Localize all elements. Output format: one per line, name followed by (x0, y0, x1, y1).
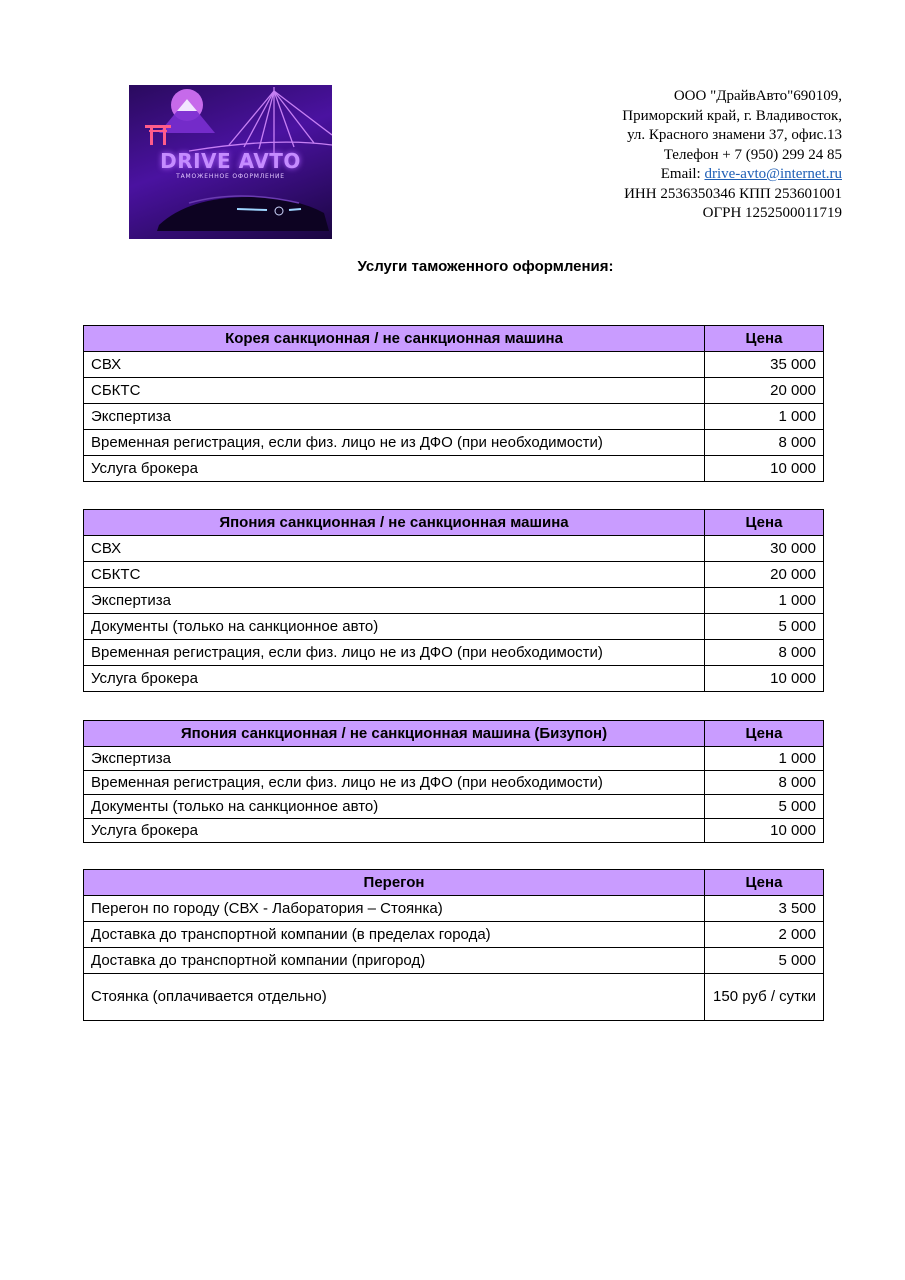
table-row (84, 378, 824, 404)
price-table-japan-bizupon (83, 720, 824, 843)
company-logo (129, 85, 332, 239)
company-name: ООО "ДрайвАвто"690109, (673, 88, 842, 104)
service-price: 10 000 (705, 666, 824, 692)
service-name: СВХ (84, 536, 705, 562)
logo-subtitle: ТАМОЖЕННОЕ ОФОРМЛЕНИЕ (176, 173, 285, 180)
table-header-price: Цена (705, 721, 824, 747)
table-row (84, 614, 824, 640)
company-email-line (522, 165, 842, 185)
service-name: Перегон по городу (СВХ - Лаборатория – Стоянка) (84, 896, 705, 922)
service-name: Временная регистрация, если физ. лицо не из ДФО (при необходимости) (84, 640, 705, 666)
service-name: Стоянка (оплачивается отдельно) (84, 974, 705, 1021)
service-name: Услуга брокера (84, 819, 705, 843)
table-header-title: Япония санкционная / не санкционная машина (Бизупон) (84, 721, 705, 747)
service-price: 20 000 (705, 562, 824, 588)
service-price: 30 000 (705, 536, 824, 562)
table-header-title: Перегон (84, 870, 705, 896)
table-row (84, 948, 824, 974)
service-name: Документы (только на санкционное авто) (84, 614, 705, 640)
service-price: 3 500 (705, 896, 824, 922)
service-price: 1 000 (705, 588, 824, 614)
company-region: Приморский край, г. Владивосток, (622, 107, 842, 124)
service-name: СВХ (84, 352, 705, 378)
service-name: Услуга брокера (84, 666, 705, 692)
table-row (84, 588, 824, 614)
service-name: СБКТС (84, 378, 705, 404)
table-header-row (84, 326, 824, 352)
company-ogrn: ОГРН 1252500011719 (702, 205, 842, 221)
service-price: 20 000 (705, 378, 824, 404)
service-name: Экспертиза (84, 588, 705, 614)
email-link[interactable]: drive-avto@internet.ru (704, 166, 842, 182)
service-price: 1 000 (705, 404, 824, 430)
company-details (522, 87, 842, 224)
table-header-title: Корея санкционная / не санкционная машина (84, 326, 705, 352)
table-header-row (84, 721, 824, 747)
table-row (84, 456, 824, 482)
service-name: Экспертиза (84, 747, 705, 771)
table-row (84, 795, 824, 819)
table-header-price: Цена (705, 326, 824, 352)
service-price: 1 000 (705, 747, 824, 771)
service-price: 8 000 (705, 640, 824, 666)
service-name: Временная регистрация, если физ. лицо не из ДФО (при необходимости) (84, 771, 705, 795)
service-name: СБКТС (84, 562, 705, 588)
company-phone: Телефон + 7 (950) 299 24 85 (663, 146, 842, 163)
table-header-title: Япония санкционная / не санкционная машина (84, 510, 705, 536)
service-price: 2 000 (705, 922, 824, 948)
table-header-price: Цена (705, 870, 824, 896)
service-price: 5 000 (705, 795, 824, 819)
logo-title: DRIVE AVTO (160, 149, 301, 173)
email-label: Email: (660, 166, 705, 182)
service-name: Временная регистрация, если физ. лицо не из ДФО (при необходимости) (84, 430, 705, 456)
price-table-japan (83, 509, 824, 692)
service-name: Услуга брокера (84, 456, 705, 482)
service-price: 8 000 (705, 430, 824, 456)
table-header-row (84, 510, 824, 536)
table-row (84, 536, 824, 562)
table-row (84, 771, 824, 795)
table-row (84, 922, 824, 948)
service-price: 10 000 (705, 819, 824, 843)
table-row (84, 352, 824, 378)
table-row (84, 974, 824, 1021)
company-inn-kpp: ИНН 2536350346 КПП 253601001 (624, 185, 842, 202)
service-price: 5 000 (705, 614, 824, 640)
company-address: ул. Красного знамени 37, офис.13 (627, 127, 842, 143)
document-title: Услуги таможенного оформления: (357, 258, 614, 275)
table-header-row (84, 870, 824, 896)
table-row (84, 404, 824, 430)
service-price: 8 000 (705, 771, 824, 795)
table-header-price: Цена (705, 510, 824, 536)
table-row (84, 562, 824, 588)
table-row (84, 640, 824, 666)
table-row (84, 666, 824, 692)
price-table-transfer (83, 869, 824, 1021)
service-price: 5 000 (705, 948, 824, 974)
table-row (84, 747, 824, 771)
service-name: Доставка до транспортной компании (пригород) (84, 948, 705, 974)
service-price: 10 000 (705, 456, 824, 482)
price-table-korea (83, 325, 824, 482)
service-price: 150 руб / сутки (705, 974, 824, 1021)
service-name: Экспертиза (84, 404, 705, 430)
table-row (84, 896, 824, 922)
service-name: Документы (только на санкционное авто) (84, 795, 705, 819)
service-price: 35 000 (705, 352, 824, 378)
table-row (84, 430, 824, 456)
service-name: Доставка до транспортной компании (в пределах города) (84, 922, 705, 948)
table-row (84, 819, 824, 843)
